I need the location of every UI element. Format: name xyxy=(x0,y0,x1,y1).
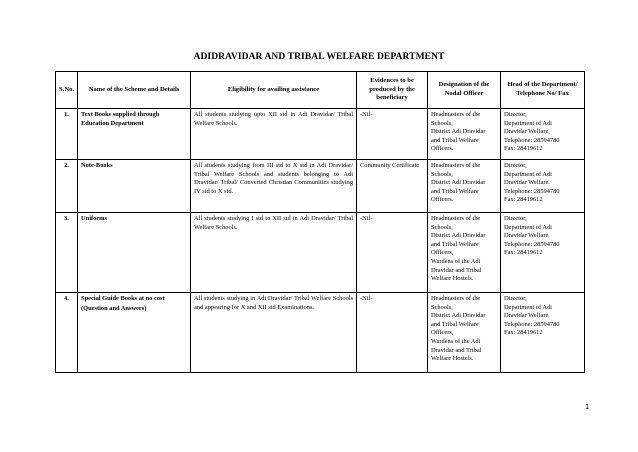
designation-line: District Adi Dravidar xyxy=(431,128,486,136)
row-sno: 1. xyxy=(56,109,78,160)
head-line: Dravidar Welfare. xyxy=(504,232,550,240)
head-line: Fax: 28419612 xyxy=(504,329,543,337)
scheme-line: Note-Books xyxy=(81,162,113,169)
designation-line: District Adi Dravidar xyxy=(431,179,486,187)
table-row xyxy=(56,109,585,160)
designation-line: Headmasters of the xyxy=(431,215,481,222)
designation-line: and Tribal Welfare xyxy=(431,136,479,144)
row-eligibility: All students studying from III std to X std in Adi Dravidar/ Tribal Welfare Schools and students belonging to Adi Dravidar/ Tribal/ Converted Christian Communities studying IV std to X std. xyxy=(191,160,357,213)
head-line: Telephone: 28594780 xyxy=(504,320,560,328)
designation-line: Schools, xyxy=(431,303,453,311)
header-eligibility: Eligibility for availing assistance xyxy=(191,72,357,109)
header-scheme: Name of the Scheme and Details xyxy=(78,72,191,109)
header-head: Head of the Department/ Telephone No/ Fax xyxy=(501,72,585,109)
designation-line: Dravidar and Tribal xyxy=(431,346,482,354)
table-header-row xyxy=(56,72,585,109)
designation-line: Officers. xyxy=(431,145,454,153)
row-eligibility: All students studying in Adi Dravidar/ Tribal Welfare Schools and appearing for X and XII std Examinations. xyxy=(191,293,357,373)
head-line: Director, xyxy=(504,162,527,169)
designation-line: Headmasters of the xyxy=(431,162,481,169)
head-line: Telephone: 28594780 xyxy=(504,136,560,144)
designation-line: and Tribal Welfare xyxy=(431,240,479,248)
header-evidences: Evidences to be produced by the beneficiary xyxy=(357,72,428,109)
head-line: Department of Adi xyxy=(504,303,552,311)
head-line: Director, xyxy=(504,111,527,118)
row-designation xyxy=(428,109,501,160)
row-eligibility: All students studying I std to XII std in Adi Dravidar/ Tribal Welfare Schools. xyxy=(191,213,357,293)
scheme-line: Education Department xyxy=(81,119,144,127)
row-evidence: -Nil- xyxy=(357,109,428,160)
scheme-line: (Question and Answers) xyxy=(81,304,147,312)
header-sno: S.No. xyxy=(56,72,78,109)
designation-line: Schools, xyxy=(431,223,453,231)
row-designation xyxy=(428,293,501,373)
designation-line: Wardens of the Adi xyxy=(431,257,481,265)
table-row xyxy=(56,213,585,293)
row-head xyxy=(501,109,585,160)
head-line: Dravidar Welfare, xyxy=(504,128,550,136)
scheme-line: Text Books supplied through xyxy=(81,111,160,118)
designation-line: Officers, xyxy=(431,329,454,337)
head-line: Fax: 28419612 xyxy=(504,145,543,153)
table-row xyxy=(56,293,585,373)
row-head xyxy=(501,293,585,373)
designation-line: Officers, xyxy=(431,249,454,257)
designation-line: Dravidar and Tribal xyxy=(431,266,482,274)
designation-line: Officers. xyxy=(431,196,454,204)
row-scheme xyxy=(78,293,191,373)
head-line: Telephone: 28594780 xyxy=(504,187,560,195)
row-evidence: -Nil- xyxy=(357,293,428,373)
row-sno: 3. xyxy=(56,213,78,293)
designation-line: Headmasters of the xyxy=(431,111,481,118)
head-line: Director, xyxy=(504,295,527,302)
designation-line: and Tribal Welfare xyxy=(431,187,479,195)
designation-line: District Adi Dravidar xyxy=(431,232,486,240)
designation-line: Welfare Hostels. xyxy=(431,355,474,363)
document-title: ADIDRAVIDAR AND TRIBAL WELFARE DEPARTMENT xyxy=(193,52,445,62)
designation-line: Schools, xyxy=(431,119,453,127)
row-designation xyxy=(428,160,501,213)
designation-line: District Adi Dravidar xyxy=(431,312,486,320)
header-designation: Designation of the Nodal Officer xyxy=(428,72,501,109)
head-line: Dravidar Welfare. xyxy=(504,312,550,320)
row-head xyxy=(501,213,585,293)
row-head xyxy=(501,160,585,213)
designation-line: Wardens of the Adi xyxy=(431,337,481,345)
row-sno: 4. xyxy=(56,293,78,373)
table-row xyxy=(56,160,585,213)
row-scheme xyxy=(78,213,191,293)
schemes-table xyxy=(55,71,585,373)
row-eligibility: All students studying upto XII std in Adi Dravidar/ Tribal Welfare Schools. xyxy=(191,109,357,160)
designation-line: Schools, xyxy=(431,170,453,178)
scheme-line: Uniforms xyxy=(81,215,107,222)
head-line: Director, xyxy=(504,215,527,222)
row-scheme xyxy=(78,160,191,213)
designation-line: Headmasters of the xyxy=(431,295,481,302)
designation-line: Welfare Hostels. xyxy=(431,275,474,283)
head-line: Telephone: 28594780 xyxy=(504,240,560,248)
head-line: Department of Adi xyxy=(504,119,552,127)
row-sno: 2. xyxy=(56,160,78,213)
head-line: Fax: 28419612 xyxy=(504,196,543,204)
head-line: Department of Adi xyxy=(504,170,552,178)
head-line: Dravidar Welfare. xyxy=(504,179,550,187)
head-line: Department of Adi xyxy=(504,223,552,231)
designation-line: and Tribal Welfare xyxy=(431,320,479,328)
row-scheme xyxy=(78,109,191,160)
head-line: Fax: 28419612 xyxy=(504,249,543,257)
row-evidence: -Nil- xyxy=(357,213,428,293)
scheme-line: Special Guide Books at no cost xyxy=(81,295,165,302)
row-designation xyxy=(428,213,501,293)
page-number: 1 xyxy=(585,402,590,411)
row-evidence: Community Certificate xyxy=(357,160,428,213)
